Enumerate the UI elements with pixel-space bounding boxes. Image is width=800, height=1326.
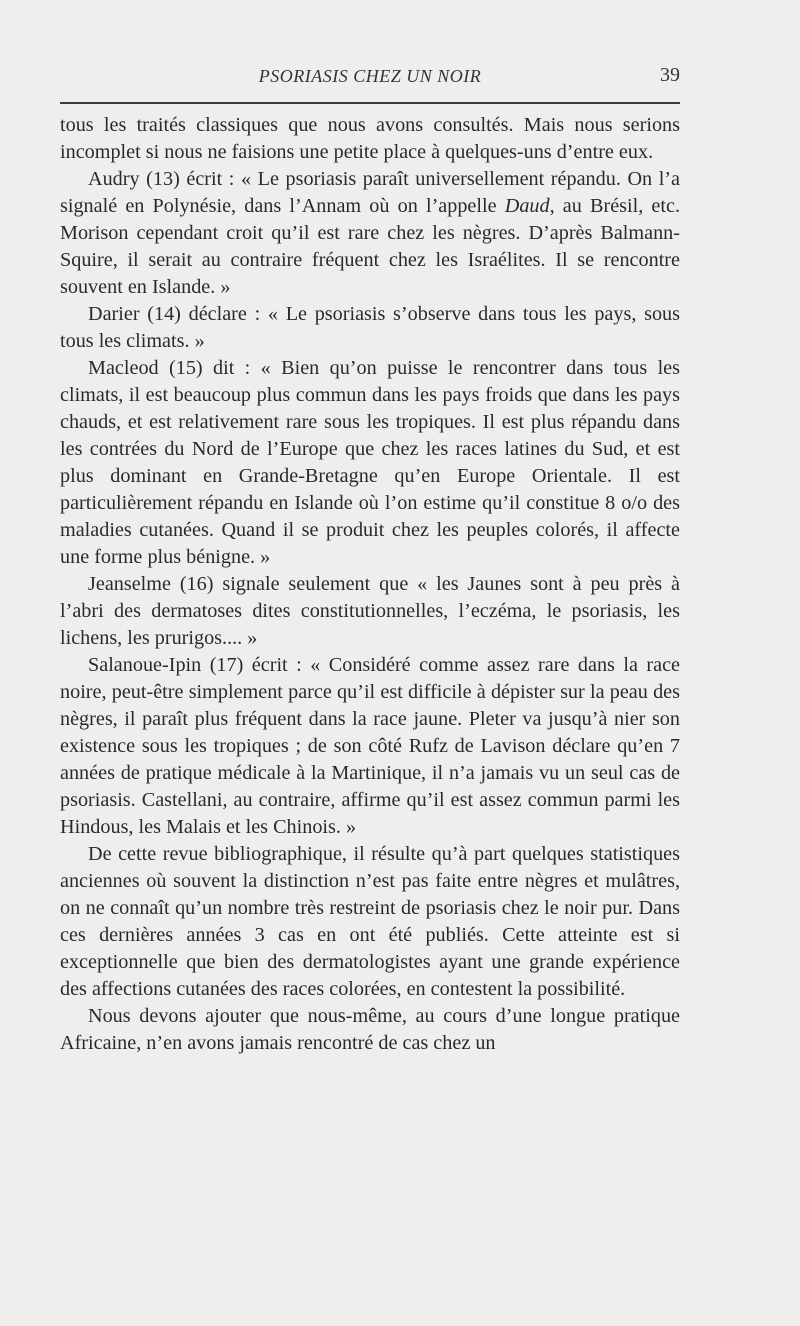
paragraph-salanoue-ipin: Salanoue-Ipin (17) écrit : « Considéré comme assez rare dans la race noire, peut-être simplement parce qu’il est difficile à dépister sur la peau des nègres, il paraît plus fréquent dans la race jaune. Pleter va jusqu’à nier son existence sous les tropiques ; de son côté Rufz de Lavison déclare qu’en 7 années de pratique médicale à la Martinique, il n’a jamais vu un seul cas de psoriasis. Castellani, au contraire, affirme qu’il est assez commun parmi les Hindous, les Malais et les Chinois. » [60, 654, 680, 838]
paragraph-darier: Darier (14) déclare : « Le psoriasis s’observe dans tous les pays, sous tous les climats. » [60, 303, 680, 352]
running-title: PSORIASIS CHEZ UN NOIR [258, 66, 482, 86]
paragraph-revue: De cette revue bibliographique, il résulte qu’à part quelques statistiques anciennes où souvent la distinction n’est pas faite entre nègres et mulâtres, on ne connaît qu’un nombre très restreint de psoriasis chez le noir pur. Dans ces dernières années 3 cas en ont été publiés. Cette atteinte est si exceptionnelle que bien des dermatologistes ayant une grande expérience des affections cutanées des races colorées, en contestent la possibilité. [60, 843, 680, 1000]
paragraph-continuation: tous les traités classiques que nous avons consultés. Mais nous serions incomplet si nous ne faisions une petite place à quelques-uns d’entre eux. [60, 114, 680, 163]
paragraph-conclusion: Nous devons ajouter que nous-même, au cours d’une longue pratique Africaine, n’en avons jamais rencontré de cas chez un [60, 1005, 680, 1054]
paragraph-audry: Audry (13) écrit : « Le psoriasis paraît universellement répandu. On l’a signalé en Polynésie, dans l’Annam où on l’appelle Daud, au Brésil, etc. Morison cependant croit qu’il est rare chez les nègres. D’après Balmann-Squire, il serait au contraire fréquent chez les Israélites. Il se rencontre souvent en Islande. » [60, 168, 680, 298]
header-rule [60, 102, 680, 104]
running-head [60, 62, 680, 92]
paragraph-macleod: Macleod (15) dit : « Bien qu’on puisse le rencontrer dans tous les climats, il est beaucoup plus commun dans les pays froids que dans les pays chauds, et est relativement rare sous les tropiques. Il est plus répandu dans les contrées du Nord de l’Europe que chez les races latines du Sud, et est plus dominant en Grande-Bretagne qu’en Europe Orientale. Il est particulièrement répandu en Islande où l’on estime qu’il constitue 8 o/o des maladies cutanées. Quand il se produit chez les peuples colorés, il affecte une forme plus bénigne. » [60, 357, 680, 568]
paragraph-jeanselme: Jeanselme (16) signale seulement que « les Jaunes sont à peu près à l’abri des dermatoses dites constitutionnelles, l’eczéma, le psoriasis, les lichens, les prurigos.... » [60, 573, 680, 649]
page-number: 39 [660, 64, 680, 86]
italic-term: Daud [504, 195, 550, 217]
body-text [60, 112, 680, 1057]
